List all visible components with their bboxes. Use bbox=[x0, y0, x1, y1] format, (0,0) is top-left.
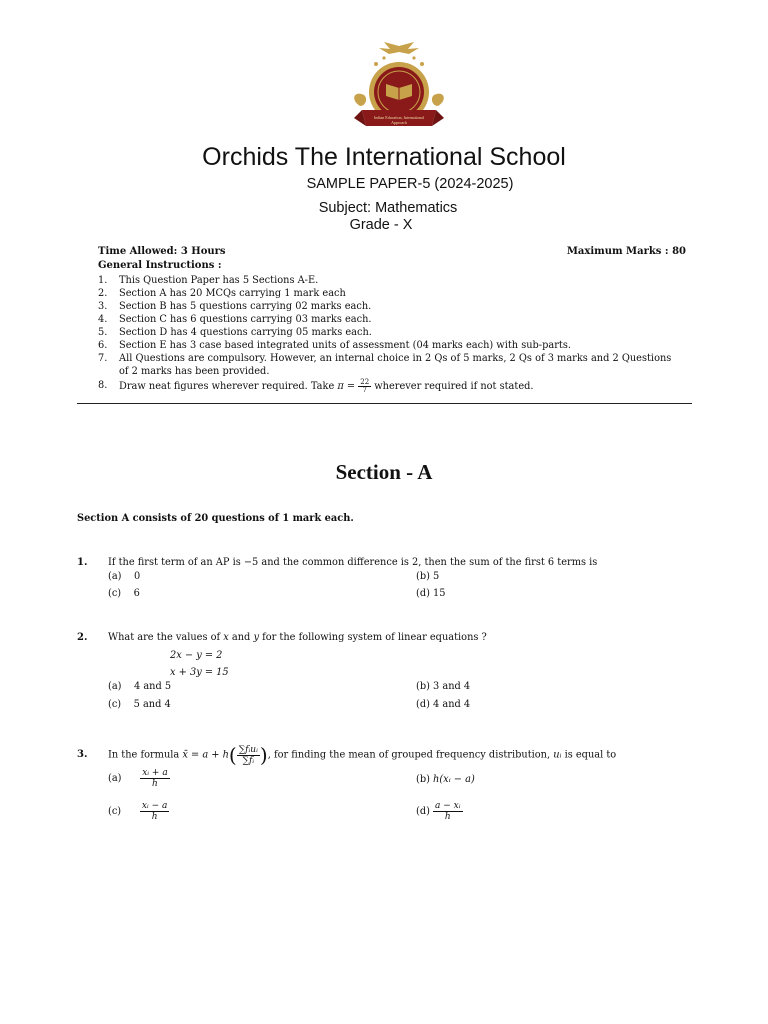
school-name: Orchids The International School bbox=[202, 143, 566, 171]
section-note: Section A consists of 20 questions of 1 mark each. bbox=[77, 513, 354, 524]
subject-line: Subject: Mathematics bbox=[318, 200, 458, 216]
equation-2: x + 3y = 15 bbox=[170, 667, 229, 678]
option-a: (a) 0 bbox=[108, 571, 141, 582]
question-text: If the first term of an AP is −5 and the common difference is 2, then the sum of the first 6 terms is bbox=[108, 557, 598, 568]
question-number: 3. bbox=[77, 749, 88, 760]
option-b: (b) 3 and 4 bbox=[416, 681, 471, 692]
option-d: (d) 4 and 4 bbox=[416, 699, 471, 710]
option-d: (d) $\frac{\text{a − xᵢ}}{h}$ bbox=[416, 801, 461, 822]
time-allowed: Time Allowed: 3 Hours bbox=[98, 246, 226, 257]
question-number: 2. bbox=[77, 632, 88, 643]
wings-icon bbox=[379, 42, 419, 54]
question-number: 1. bbox=[77, 557, 88, 568]
option-b: (b) h(xᵢ − a) bbox=[416, 774, 475, 785]
paper-title: SAMPLE PAPER-5 (2024-2025) bbox=[306, 176, 514, 192]
crest-icon bbox=[344, 40, 454, 140]
logo-caption: Indian Education, International Approach bbox=[374, 115, 424, 125]
question-text: In the formula x̄ = a + h( $\frac{\text{∑fᵢuᵢ}}{\text{∑fᵢ}}$ ), for finding the mean of grouped frequency distribution, uᵢ is equal to bbox=[108, 743, 617, 767]
school-logo bbox=[344, 40, 454, 140]
option-a: (a) $\frac{\text{xᵢ + a}}{h}$ bbox=[108, 768, 168, 789]
formula-fraction: $\frac{\text{∑fᵢuᵢ}}{\text{∑fᵢ}}$ bbox=[238, 744, 258, 766]
option-d: (d) 15 bbox=[416, 588, 446, 599]
maximum-marks: Maximum Marks : 80 bbox=[566, 246, 686, 257]
option-c: (c) $\frac{\text{xᵢ − a}}{h}$ bbox=[108, 801, 168, 822]
option-c: (c) 6 bbox=[108, 588, 140, 599]
general-instructions-title: General Instructions : bbox=[98, 260, 222, 271]
question-text: What are the values of x and y for the following system of linear equations ? bbox=[108, 632, 487, 643]
option-c: (c) 5 and 4 bbox=[108, 699, 171, 710]
pi-fraction: $\frac{22}{7}$ bbox=[360, 378, 370, 394]
option-b: (b) 5 bbox=[416, 571, 440, 582]
equation-1: 2x − y = 2 bbox=[170, 650, 223, 661]
option-a: (a) 4 and 5 bbox=[108, 681, 172, 692]
divider bbox=[77, 403, 692, 404]
section-heading: Section - A bbox=[335, 460, 433, 484]
grade-line: Grade - X bbox=[349, 217, 413, 233]
